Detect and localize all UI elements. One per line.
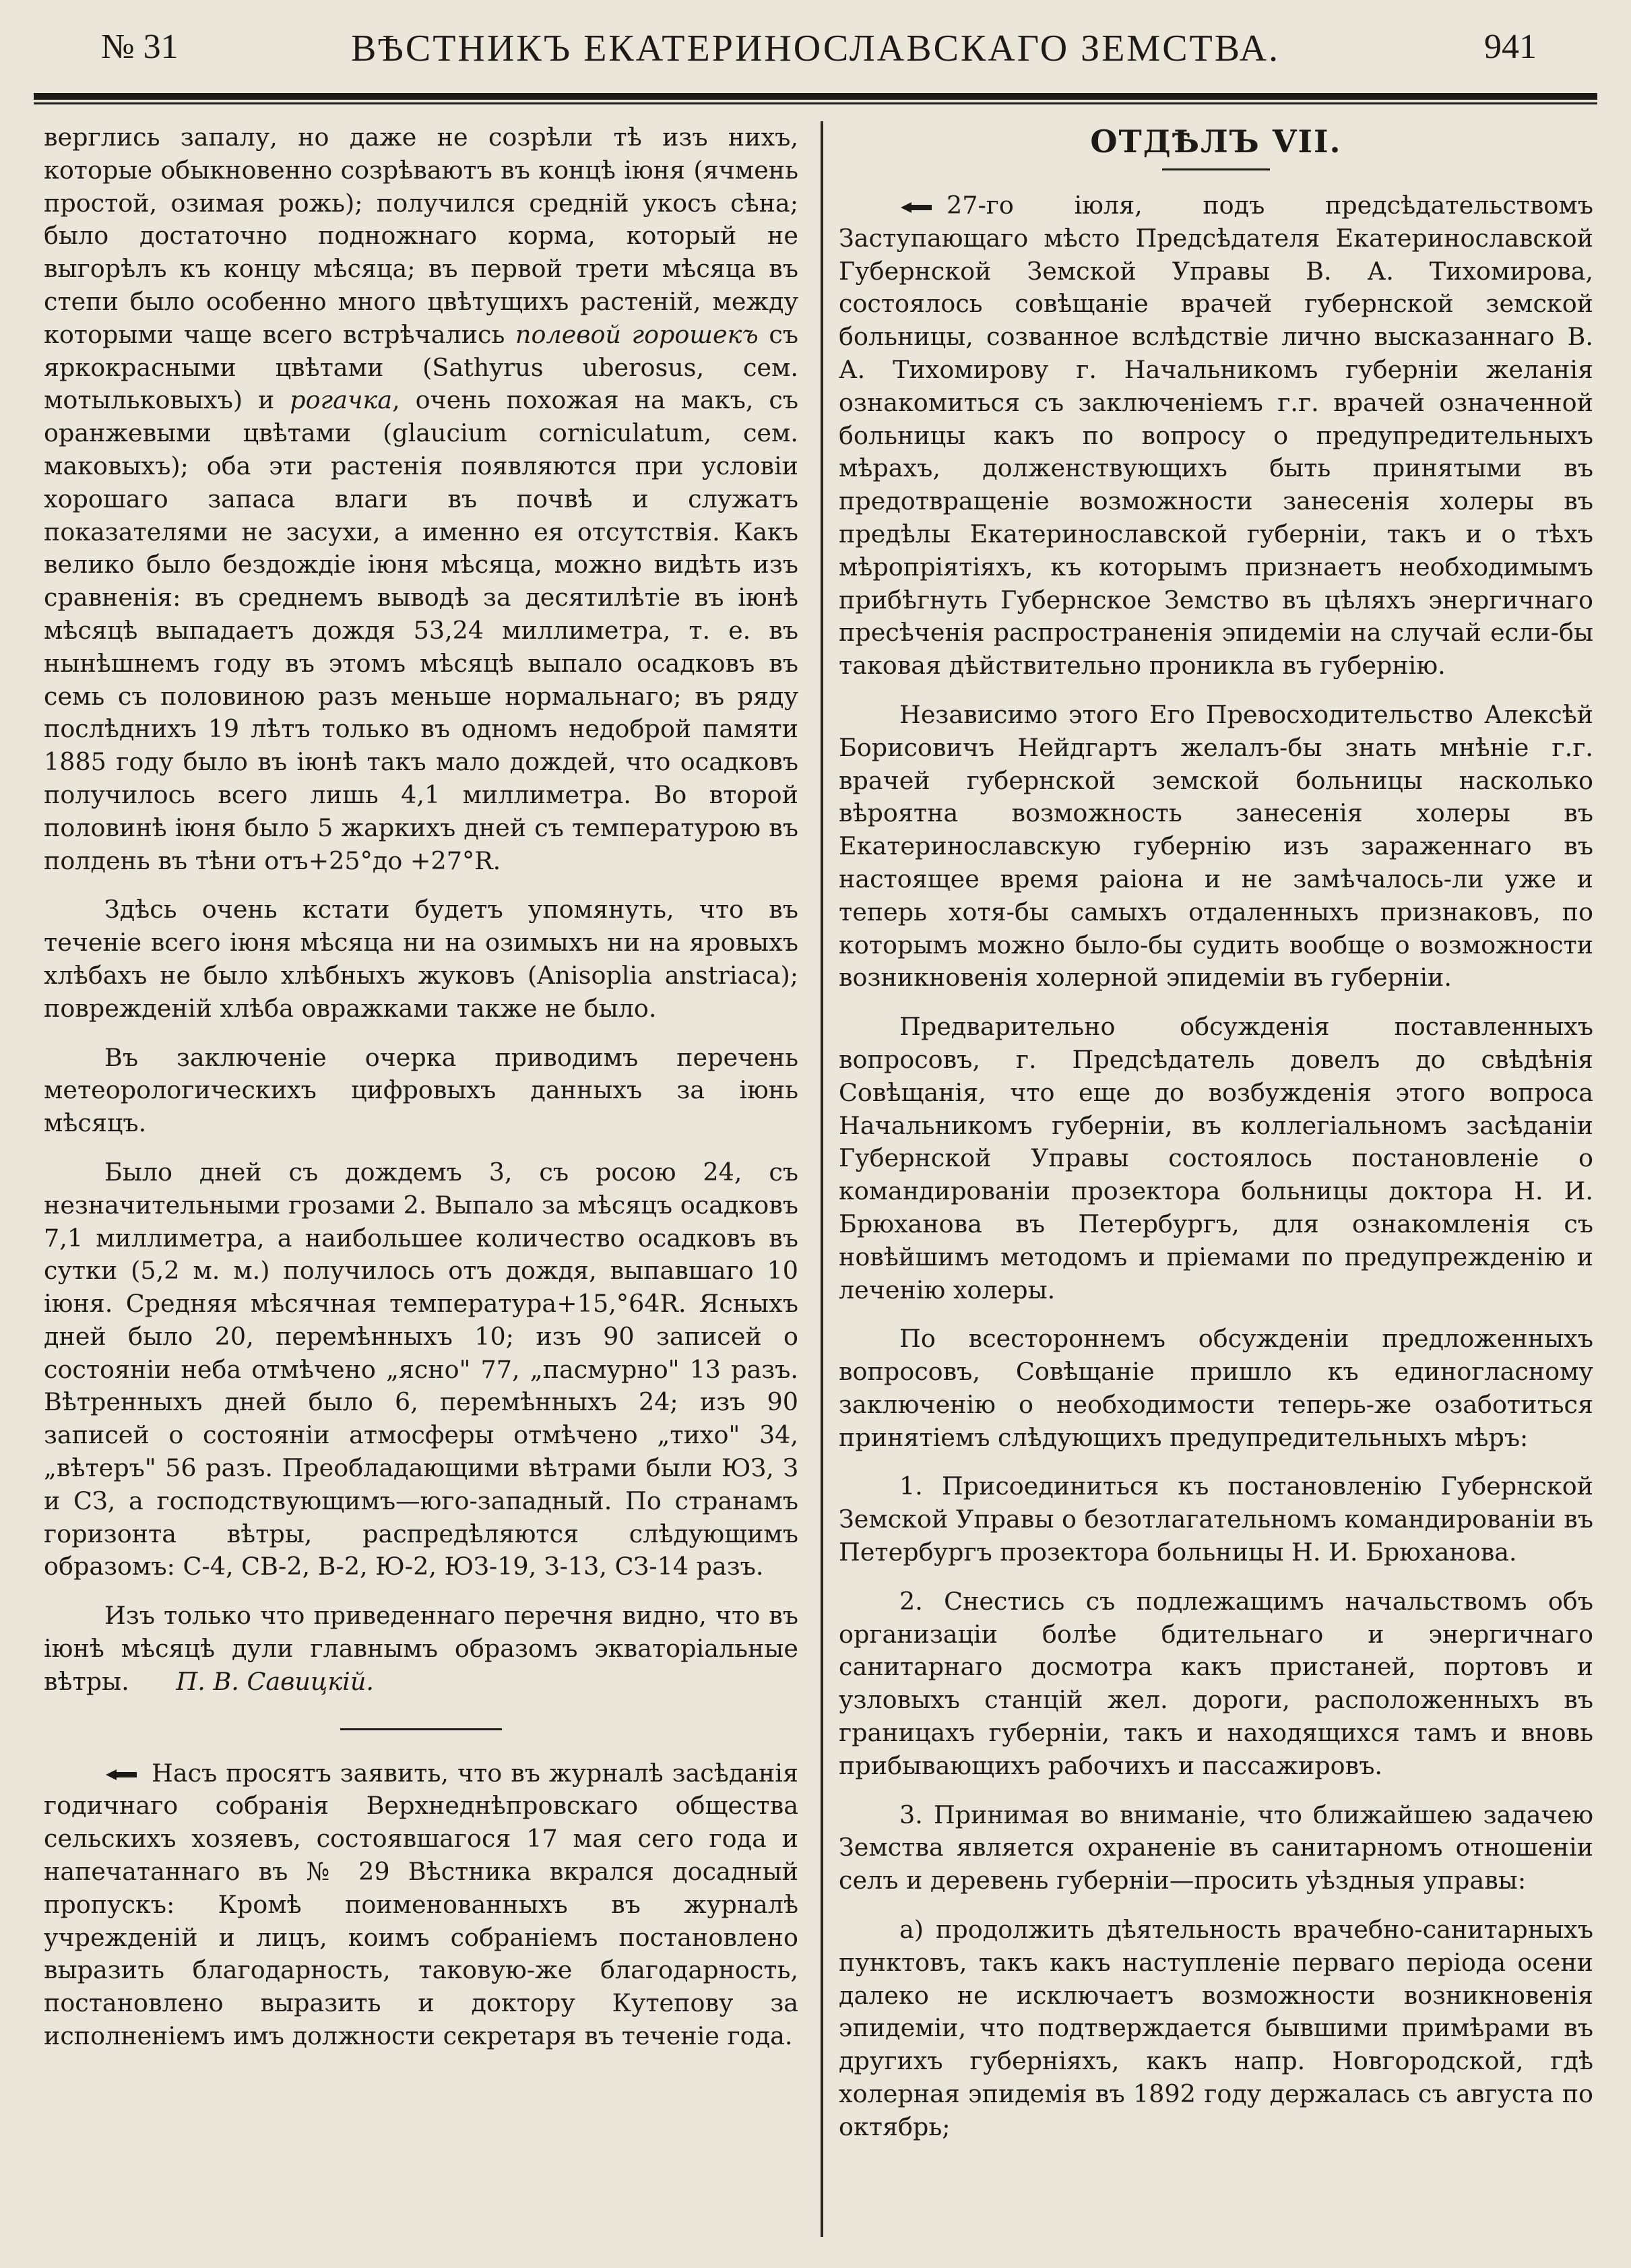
right-paragraph-2: Независимо этого Его Превосходительство Алексѣй Борисовичъ Нейдгартъ желалъ-бы знать мнѣніе г.г. врачей губернской земской больницы насколько вѣроятна возможность занесенія холеры въ Екатеринославскую губернію изъ зараженнаго въ настоящее время раіона и не замѣчалось-ли уже и теперь хотя-бы самыхъ отдаленныхъ признаковъ, по которымъ можно было-бы судить вообще о возможности возникновенія холерной эпидеміи въ губерніи.	[839, 699, 1593, 993]
left-p1-end: , очень похожая на макъ, съ оранжевыми цвѣтами (glaucium corniculatum, сем. маковыхъ); оба эти растенія появляются при условіи хорошаго запаса влаги въ почвѣ и служатъ показателями не засухи, а именно ея отсутствія. Какъ велико было бездождіе іюня мѣсяца, можно видѣть изъ сравненія: въ среднемъ выводѣ за десятилѣтіе въ іюнѣ мѣсяцѣ выпадаетъ дождя 53,24 миллиметра, т. е. въ нынѣшнемъ году въ этомъ мѣсяцѣ выпало осадковъ въ семь съ половиною разъ меньше нормальнаго; въ ряду послѣднихъ 19 лѣтъ только въ одномъ недоброй памяти 1885 году было въ іюнѣ такъ мало дождей, что осадковъ получилось всего лишь 4,1 миллиметра. Во второй половинѣ іюня было 5 жаркихъ дней съ температурою въ полдень въ тѣни отъ+25°до +27°R.	[44, 385, 799, 875]
page-number: 941	[1484, 28, 1537, 66]
left-paragraph-6	[44, 1757, 798, 2053]
left-p5-text: Изъ только что приведеннаго перечня видно, что въ іюнѣ мѣсяцѣ дули главнымъ образомъ экваторіальные вѣтры.	[44, 1601, 798, 1696]
pointing-hand-icon	[104, 1768, 148, 1782]
left-paragraph-5	[44, 1600, 798, 1698]
page-header	[34, 27, 1597, 74]
left-paragraph-2: Здѣсь очень кстати будетъ упомянуть, что въ теченіе всего іюня мѣсяца ни на озимыхъ ни на яровыхъ хлѣбахъ не было хлѣбныхъ жуковъ (Anisoplia anstriaca); поврежденій хлѣба овражками также не было.	[44, 895, 798, 1023]
left-p6-text: Насъ просятъ заявить, что въ журналѣ засѣданія годичнаго собранія Верхнеднѣпровскаго общества сельскихъ хозяевъ, состоявшагося 17 мая сего года и напечатаннаго въ № 29 Вѣстника вкрался досадный пропускъ: Кромѣ поименованныхъ въ журналѣ учрежденій и лицъ, коимъ собраніемъ постановлено выразить благодарность, таковую-же благодарность, постановлено выразить и доктору Кутепову за исполненіемъ имъ должности секретаря въ теченіе года.	[44, 1758, 798, 2051]
right-p1-text: 27-го іюля, подъ предсѣдательствомъ Заступающаго мѣсто Предсѣдателя Екатеринославской Губернской Земской Управы В. А. Тихомирова, состоялось совѣщаніе врачей губернской земской больницы, созванное вслѣдствіе лично высказаннаго В. А. Тихомирову г. Начальникомъ губерніи желанія ознакомиться съ заключеніемъ г.г. врачей означенной больницы какъ по вопросу о предупредительныхъ мѣрахъ, долженствующихъ быть принятыми въ предотвращеніе возможности занесенія холеры въ предѣлы Екатеринославской губерніи, такъ и о тѣхъ мѣропріятіяхъ, къ которымъ признаетъ необходимымъ прибѣгнуть Губернское Земство въ цѣляхъ энергичнаго пресѣченія распространенія эпидеміи на случай если-бы таковая дѣйствительно проникла въ губернію.	[839, 191, 1593, 681]
right-paragraph-4: По всестороннемъ обсужденіи предложенныхъ вопросовъ, Совѣщаніе пришло къ единогласному заключенію о необходимости теперь-же озаботиться принятіемъ слѣдующихъ предупредительныхъ мѣръ:	[839, 1324, 1593, 1452]
section-separator	[340, 1728, 502, 1730]
right-paragraph-7: 3. Принимая во вниманіе, что ближайшею задачею Земства является охраненіе въ санитарномъ отношеніи селъ и деревень губерніи—просить уѣздныя управы:	[839, 1800, 1593, 1895]
pointing-hand-icon	[899, 201, 942, 214]
right-paragraph-6: 2. Снестись съ подлежащимъ начальствомъ объ организаціи болѣе бдительнаго и энергичнаго санитарнаго досмотра какъ пристаней, портовъ и узловыхъ станцій жел. дороги, расположенныхъ въ границахъ губерніи, такъ и находящихся тамъ и вновь прибывающихъ рабочихъ и пассажировъ.	[839, 1586, 1593, 1780]
right-paragraph-5: 1. Присоединиться къ постановленію Губернской Земской Управы о безотлагательномъ командированіи въ Петербургъ прозектора больницы Н. И. Брюханова.	[839, 1472, 1593, 1567]
header-rule-thin	[34, 102, 1597, 104]
section-title-rule	[1162, 168, 1270, 170]
author-signature: П. В. Савицкій.	[176, 1666, 374, 1696]
section-title: ОТДѢЛЪ VII.	[1090, 123, 1342, 160]
left-p1-emphasis-2: рогачка	[290, 385, 393, 415]
header-rule-thick	[34, 93, 1597, 100]
right-paragraph-1	[839, 189, 1593, 683]
journal-title: ВѢСТНИКЪ ЕКАТЕРИНОСЛАВСКАГО ЗЕМСТВА.	[350, 28, 1281, 69]
column-divider	[821, 121, 823, 2237]
right-paragraph-8: а) продолжить дѣятельность врачебно-санитарныхъ пунктовъ, такъ какъ наступленіе перваго періода осени далеко не исключаетъ возможности возникновенія эпидеміи, что подтверждается бывшими примѣрами въ другихъ губерніяхъ, какъ напр. Новгородской, гдѣ холерная эпидемія въ 1892 году держалась съ августа по октябрь;	[839, 1915, 1593, 2141]
issue-number: № 31	[101, 28, 179, 66]
left-p1-middle: съ яркокрасными цвѣтами (Sathyrus uberosus, сем. мотыльковыхъ) и	[44, 319, 798, 415]
left-paragraph-3: Въ заключеніе очерка приводимъ перечень метеорологическихъ цифровыхъ данныхъ за іюнь мѣсяцъ.	[44, 1042, 798, 1138]
right-column	[839, 121, 1593, 2144]
left-paragraph-1	[44, 121, 798, 877]
left-paragraph-4: Было дней съ дождемъ 3, съ росою 24, съ незначительными грозами 2. Выпало за мѣсяцъ осадковъ 7,1 миллиметра, а наибольшее количество осадковъ въ сутки (5,2 м. м.) получилось отъ дождя, выпавшаго 10 іюня. Средняя мѣсячная температура+15,°64R. Ясныхъ дней было 20, перемѣнныхъ 10; изъ 90 записей о состояніи неба отмѣчено „ясно" 77, „пасмурно" 13 разъ. Вѣтренныхъ дней было 6, перемѣнныхъ 24; изъ 90 записей о состояніи атмосферы отмѣчено „тихо" 34, „вѣтеръ" 56 разъ. Преобладающими вѣтрами были ЮЗ, З и СЗ, а господствующимъ—юго-западный. По странамъ горизонта вѣтры, распредѣляются слѣдующимъ образомъ: С-4, СВ-2, В-2, Ю-2, ЮЗ-19, З-13, СЗ-14 разъ.	[44, 1157, 798, 1581]
left-column	[44, 121, 798, 2053]
left-p1-text: верглись запалу, но даже не созрѣли тѣ изъ нихъ, которые обыкновенно созрѣваютъ въ концѣ іюня (ячмень простой, озимая рожь); получился средній укосъ сѣна; было достаточно подножнаго корма, который не выгорѣлъ къ концу мѣсяца; въ первой трети мѣсяца въ степи было особенно много цвѣтущихъ растеній, между которыми чаще всего встрѣчались	[44, 123, 798, 349]
right-paragraph-3: Предварительно обсужденія поставленныхъ вопросовъ, г. Предсѣдатель довелъ до свѣдѣнія Совѣщанія, что еще до возбужденія этого вопроса Начальникомъ губерніи, въ коллегіальномъ засѣданіи Губернской Управы состоялось постановленіе о командированіи прозектора больницы доктора Н. И. Брюханова въ Петербургъ, для ознакомленія съ новѣйшимъ методомъ и пріемами по предупрежденію и леченію холеры.	[839, 1012, 1593, 1304]
left-p1-emphasis-1: полевой горошекъ	[515, 319, 759, 349]
